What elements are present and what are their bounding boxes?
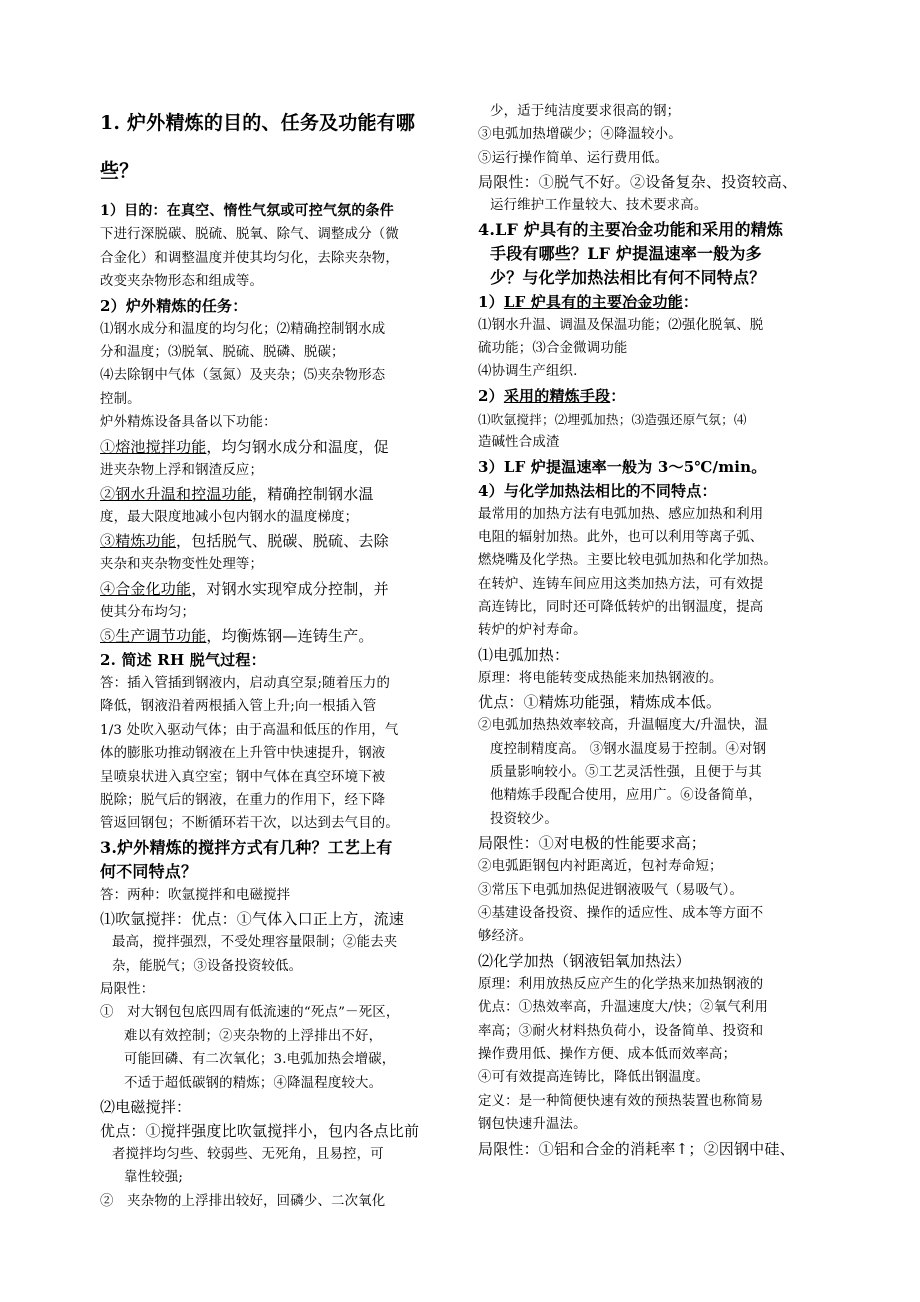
chem-text: 率高；③耐火材料热负荷小，设备简单、投资和: [478, 1023, 764, 1039]
q3-em-text: ② 夹杂物的上浮排出较好，回磷少、二次氧化: [100, 1193, 386, 1209]
q2-answer-text: 呈喷泉状进入真空室；钢中气体在真空环境下被: [100, 769, 386, 785]
q4-paragraph: 电阻的辐射加热。此外，也可以利用等离子弧、: [478, 529, 764, 545]
q3-em-heading: ⑵电磁搅拌：: [100, 1097, 192, 1116]
function-item: ①熔池搅拌功能，均匀钢水成分和温度，促: [100, 437, 389, 456]
q1-purpose: 1）目的：在真空、惰性气氛或可控气氛的条件: [100, 203, 394, 219]
chem-text: 定义：是一种简便快速有效的预热装置也称简易: [478, 1093, 764, 1109]
right-column: [478, 100, 823, 1161]
chem-text: 优点：①热效率高，升温速度大/快；②氧气利用: [478, 1000, 769, 1016]
q4-title-cont: 少？与化学加热法相比有何不同特点？: [490, 267, 766, 287]
arc-text: 质量影响较小。⑤工艺灵活性强，且便于与其: [490, 765, 762, 781]
q3-limit-text: ① 对大钢包包底四周有低流速的“死点”－死区，: [100, 1005, 400, 1021]
q3-argon-text: ⑴吹氩搅拌：优点：①气体入口正上方，流速: [100, 910, 405, 929]
q2-answer-text: 答：插入管插到钢液内，启动真空泵;随着压力的: [100, 676, 391, 692]
q4-paragraph: 最常用的加热方法有电弧加热、感应加热和利用: [478, 506, 764, 522]
chem-limit: 局限性：①铝和合金的消耗率↑；②因钢中硅、: [478, 1139, 795, 1158]
q3-limit-text: 不适于超低碳钢的精炼；④降温程度较大。: [124, 1075, 383, 1091]
arc-text: 原理：将电能转变成热能来加热钢液的。: [478, 670, 723, 686]
q2-answer-text: 管返回钢包；不断循环若干次，以达到去气目的。: [100, 816, 399, 832]
arc-limit: ②电弧距钢包内衬距离近，包衬寿命短；: [478, 859, 723, 875]
q4-section-2-text: 造碱性合成渣: [478, 435, 560, 451]
chem-heading: ⑵化学加热（钢液铝氧加热法）: [478, 951, 691, 970]
function-item: ④合金化功能，对钢水实现窄成分控制，并: [100, 579, 389, 598]
q2-answer-text: 1/3 处吹入驱动气体；由于高温和低压的作用，气: [100, 722, 399, 738]
q3-em-text: 者搅拌均匀些、较弱些、无死角，且易控，可: [112, 1146, 384, 1162]
q4-section-2-text: ⑴吹氩搅拌；⑵埋弧加热；⑶造强还原气氛；⑷: [478, 411, 747, 427]
arc-text: 优点：①精炼功能强，精炼成本低。: [478, 693, 722, 712]
q1-purpose-text: 合金化）和调整温度并使其均匀化，去除夹杂物，: [100, 250, 399, 266]
q1-task-text: 控制。: [100, 391, 141, 407]
q3-em-cont: 少，适于纯洁度要求很高的钢；: [490, 104, 681, 119]
q4-section-1-text: ⑷协调生产组织.: [478, 364, 578, 380]
arc-limit: ③常压下电弧加热促进钢液吸气（易吸气）。: [478, 882, 744, 898]
function-item-cont: 使其分布均匀；: [100, 604, 196, 620]
q3-em-cont: ③电弧加热增碳少；④降温较小。: [478, 127, 682, 143]
q2-answer-text: 体的膨胀功推动钢液在上升管中快速提升，钢液: [100, 746, 386, 762]
function-item-cont: 进夹杂物上浮和钢渣反应；: [100, 462, 264, 478]
function-item: ⑤生产调节功能，均衡炼钢—连铸生产。: [100, 627, 374, 646]
q4-section-1-text: ⑴钢水升温、调温及保温功能；⑵强化脱氧、脱: [478, 317, 764, 333]
left-column: [100, 100, 445, 1213]
q3-em-cont: ⑤运行操作简单、运行费用低。: [478, 150, 669, 166]
q1-task-text: ⑷去除钢中气体（氢氮）及夹杂；⑸夹杂物形态: [100, 368, 386, 384]
q4-section-1: 1）LF 炉具有的主要冶金功能：: [478, 292, 699, 311]
arc-limit: 够经济。: [478, 929, 533, 945]
function-item-cont: 夹杂和夹杂物变性处理等；: [100, 557, 264, 573]
q3-em-text: 优点：①搅拌强度比吹氩搅拌小，包内各点比前: [100, 1121, 420, 1140]
arc-limit: ④基建设备投资、操作的适应性、成本等方面不: [478, 905, 764, 921]
q3-em-text: 靠性较强;: [124, 1170, 184, 1186]
function-item: ③精炼功能，包括脱气、脱碳、脱硫、去除: [100, 532, 389, 551]
q4-title-cont: 手段有哪些？LF 炉提温速率一般为多: [490, 243, 762, 263]
q3-title-cont: 何不同特点？: [100, 861, 198, 881]
q4-paragraph: 高连铸比，同时还可降低转炉的出钢温度，提高: [478, 600, 764, 616]
q1-purpose-text: 改变夹杂物形态和组成等。: [100, 274, 264, 290]
arc-text: 他精炼手段配合使用，应用广。⑥设备简单，: [490, 788, 762, 804]
chem-text: 操作费用低、操作方便、成本低而效率高；: [478, 1046, 737, 1062]
q3-argon-text: 杂，能脱气；③设备投资较低。: [112, 958, 303, 974]
q4-paragraph: 在转炉、连铸车间应用这类加热方法，可有效提: [478, 576, 764, 592]
q3-limit-heading: 局限性：: [100, 981, 155, 997]
q3-limit-text: 可能回磷、有二次氧化；3.电弧加热会增碳，: [124, 1052, 396, 1068]
q3-limit-text: 难以有效控制；②夹杂物的上浮排出不好，: [124, 1028, 383, 1044]
q2-title: 2. 简述 RH 脱气过程：: [100, 651, 266, 670]
q3-em-limit: 局限性：①脱气不好。②设备复杂、投资较高、: [478, 173, 798, 192]
chem-text: ④可有效提高连铸比，降低出钢温度。: [478, 1070, 710, 1086]
function-item: ②钢水升温和控温功能，精确控制钢水温: [100, 484, 374, 503]
arc-text: 投资较少。: [490, 811, 558, 827]
arc-heading: ⑴电弧加热：: [478, 645, 570, 664]
arc-text: 度控制精度高。 ③钢水温度易于控制。④对钢: [490, 741, 767, 757]
q2-answer-text: 降低，钢液沿着两根插入管上升;向一根插入管: [100, 699, 377, 715]
q4-paragraph: 燃烧嘴及化学热。主要比较电弧加热和化学加热。: [478, 553, 777, 569]
q3-em-limit: 运行维护工作量较大、技术要求高。: [490, 198, 708, 214]
q4-section-2: 2）采用的精炼手段：: [478, 386, 626, 405]
chem-text: 钢包快速升温法。: [478, 1117, 587, 1133]
arc-limit: 局限性：①对电极的性能要求高；: [478, 834, 707, 853]
q1-purpose-text: 下进行深脱碳、脱硫、脱氧、除气、调整成分（微: [100, 227, 399, 243]
arc-text: ②电弧加热热效率较高，升温幅度大/升温快，温: [478, 718, 769, 734]
q3-title: 3.炉外精炼的搅拌方式有几种？工艺上有: [100, 837, 393, 857]
q1-function-heading: 炉外精炼设备具备以下功能：: [100, 415, 277, 431]
chem-text: 原理：利用放热反应产生的化学热来加热钢液的: [478, 976, 764, 992]
q4-section-3: 3）LF 炉提温速率一般为 3～5℃/min。: [478, 457, 767, 476]
q3-answer: 答：两种：吹氩搅拌和电磁搅拌: [100, 887, 291, 903]
q4-paragraph: 转炉的炉衬寿命。: [478, 623, 587, 639]
q1-task-heading: 2）炉外精炼的任务：: [100, 296, 248, 315]
q2-answer-text: 脱除；脱气后的钢液，在重力的作用下，经下降: [100, 793, 386, 809]
q1-task-text: 分和温度；⑶脱氧、脱硫、脱磷、脱碳；: [100, 344, 345, 360]
q3-argon-text: 最高，搅拌强烈，不受处理容量限制；②能去夹: [112, 935, 398, 951]
q4-title: 4.LF 炉具有的主要冶金功能和采用的精炼: [478, 219, 784, 239]
q1-task-text: ⑴钢水成分和温度的均匀化；⑵精确控制钢水成: [100, 321, 386, 337]
function-item-cont: 度，最大限度地减小包内钢水的温度梯度；: [100, 509, 359, 525]
q4-section-1-text: 硫功能；⑶合金微调功能: [478, 340, 628, 356]
q4-section-4: 4）与化学加热法相比的不同特点：: [478, 481, 717, 500]
q1-title: 1. 炉外精炼的目的、任务及功能有哪: [100, 112, 416, 134]
q1-title-cont: 些？: [100, 160, 139, 182]
